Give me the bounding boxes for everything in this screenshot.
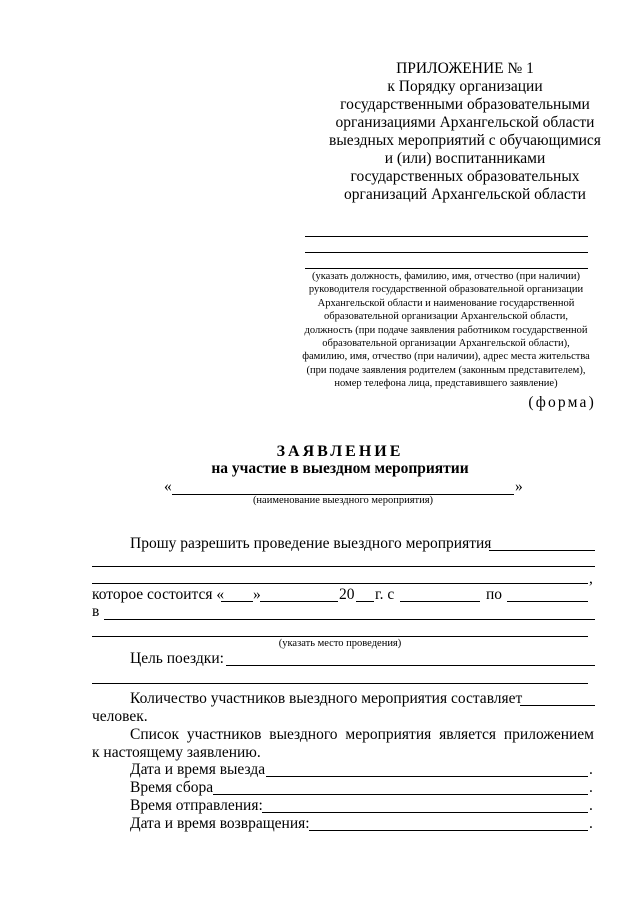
appendix-line: и (или) воспитанниками: [384, 150, 546, 167]
appendix-line: государственными образовательными: [340, 96, 590, 113]
purpose-field[interactable]: [226, 665, 595, 666]
hint-line: руководителя государственной образовательной организации: [308, 284, 584, 296]
held-prefix: которое состоится «: [92, 586, 225, 603]
list-text: Список участников выездного мероприятия является приложением: [130, 726, 594, 743]
event-name-hint: (наименование выездного мероприятия): [252, 495, 434, 506]
return-label: Дата и время возвращения:: [130, 815, 310, 832]
list-text-2: к настоящему заявлению.: [92, 744, 261, 761]
held-close: »: [253, 586, 261, 603]
request-blank-3[interactable]: [92, 583, 588, 584]
start-date-field[interactable]: [400, 601, 480, 602]
request-text: Прошу разрешить проведение выездного мероприятия: [130, 535, 492, 552]
to-label: по: [486, 586, 503, 603]
hint-line: образовательной организации Архангельской области),: [322, 338, 570, 350]
year-prefix: 20: [339, 586, 355, 603]
departure-field[interactable]: [266, 776, 588, 777]
appendix-line: организаций Архангельской области: [344, 186, 586, 203]
hint-line: номер телефона лица, представившего заявление): [334, 378, 558, 390]
hint-line: образовательной организации Архангельской области,: [324, 311, 568, 323]
recipient-blank-1[interactable]: [305, 236, 588, 237]
appendix-title: ПРИЛОЖЕНИЕ № 1: [396, 60, 534, 77]
appendix-line: к Порядку организации: [387, 78, 543, 95]
period: .: [589, 779, 593, 796]
place-field[interactable]: [104, 619, 595, 620]
purpose-field-2[interactable]: [92, 683, 588, 684]
recipient-hint: [290, 270, 602, 391]
recipient-blank-2[interactable]: [305, 252, 588, 253]
month-field[interactable]: [260, 601, 338, 602]
hint-line: (указать должность, фамилию, имя, отчество (при наличии): [311, 271, 581, 282]
request-blank-2[interactable]: [92, 566, 595, 567]
quote-open: «: [164, 478, 172, 495]
in-label: в: [92, 603, 100, 620]
hint-line: (при подаче заявления родителем (законным представителем),: [306, 364, 586, 376]
appendix-line: организациями Архангельской области: [335, 114, 595, 131]
period: .: [589, 815, 593, 832]
period: .: [589, 761, 593, 778]
appendix-line: государственных образовательных: [350, 168, 580, 185]
appendix-line: выездных мероприятий с обучающимися: [329, 132, 601, 149]
count-text-2: человек.: [92, 708, 148, 725]
year-suffix: г. с: [375, 586, 395, 603]
gathering-label: Время сбора: [130, 779, 214, 796]
purpose-label: Цель поездки:: [130, 650, 224, 667]
dispatch-field[interactable]: [262, 812, 588, 813]
departure-label: Дата и время выезда: [130, 761, 266, 778]
appendix-header: [300, 60, 630, 204]
return-field[interactable]: [309, 830, 588, 831]
quote-close: »: [515, 478, 523, 495]
statement-title: ЗАЯВЛЕНИЕ: [276, 443, 404, 460]
hint-line: фамилию, имя, отчество (при наличии), адрес места жительства: [302, 351, 590, 363]
count-text: Количество участников выездного мероприятия составляет: [130, 690, 523, 707]
year-field[interactable]: [356, 601, 374, 602]
place-hint: (указать место проведения): [278, 638, 402, 649]
hint-line: Архангельской области и наименование государственной: [317, 297, 575, 309]
comma: ,: [589, 570, 593, 587]
recipient-blank-3[interactable]: [305, 268, 588, 269]
period: .: [589, 797, 593, 814]
request-blank[interactable]: [489, 550, 595, 551]
dispatch-label: Время отправления:: [130, 797, 263, 814]
day-field[interactable]: [221, 601, 253, 602]
statement-subtitle: на участие в выездном мероприятии: [211, 460, 469, 477]
end-date-field[interactable]: [507, 601, 588, 602]
count-field[interactable]: [520, 705, 595, 706]
gathering-field[interactable]: [213, 794, 588, 795]
hint-line: должность (при подаче заявления работником государственной: [304, 324, 588, 336]
form-label: (форма): [528, 394, 596, 411]
